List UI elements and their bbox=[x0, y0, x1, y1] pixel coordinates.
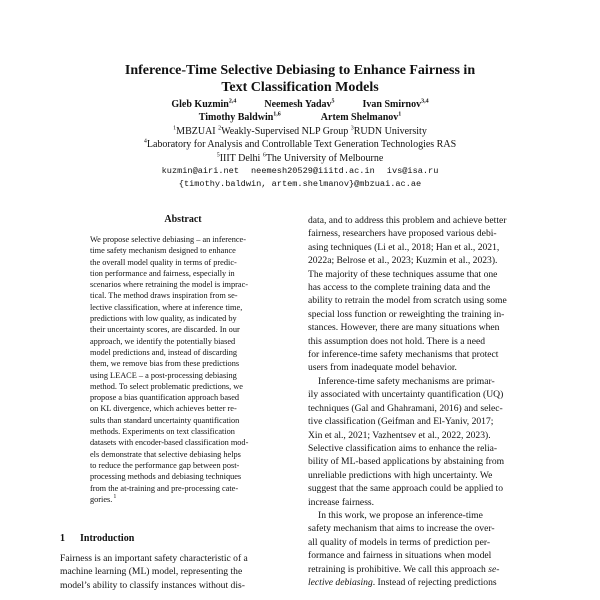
text-line: tical. The method draws inspiration from se- bbox=[90, 291, 238, 301]
emphasis: se- bbox=[488, 563, 500, 575]
paper-title bbox=[60, 62, 540, 96]
affiliation: Laboratory for Analysis and Controllable Text Generation Technologies RAS bbox=[146, 139, 457, 151]
text-line: model predictions and, instead of discarding bbox=[90, 347, 238, 357]
text-line: to reduce the performance gap between post- bbox=[90, 460, 240, 470]
text-line: processing methods and debiasing techniques bbox=[90, 472, 242, 482]
email-link[interactable]: kuzmin@airi.net bbox=[161, 166, 239, 177]
text-line: users from inadequate model behavior. bbox=[308, 362, 457, 374]
email-line-1 bbox=[60, 165, 540, 178]
affiliation-line-3 bbox=[60, 152, 540, 165]
author-sup: 2,4 bbox=[228, 98, 237, 105]
author-name: Timothy Baldwin bbox=[198, 112, 274, 124]
email-link[interactable]: {timothy.baldwin, artem.shelmanov}@mbzuai.ac.ae bbox=[178, 179, 422, 190]
text-line: machine learning (ML) model, representing the bbox=[60, 566, 243, 578]
text-line: tive classification (Geifman and El-Yaniv, 2017; bbox=[308, 416, 494, 428]
author-name: Ivan Smirnov bbox=[362, 99, 422, 110]
text-line: time safety mechanism designed to enhance bbox=[90, 246, 236, 256]
footnote-mark[interactable]: 1 bbox=[113, 494, 117, 501]
text-line: 2022a; Belrose et al., 2023; Kuzmin et al., 2023). bbox=[308, 255, 498, 267]
text-line: methods. Experiments on text classification bbox=[90, 427, 235, 437]
text-line: for inference-time safety mechanisms that protect bbox=[308, 349, 499, 361]
text-line: ability to retrain the model from scratch using some bbox=[308, 295, 507, 307]
text-line: their uncertainty scores, are discarded. In our bbox=[90, 325, 240, 335]
text-line: tion performance and fairness, especially in bbox=[90, 268, 235, 278]
text-line: The majority of these techniques assume that one bbox=[308, 268, 498, 280]
abstract-body bbox=[90, 234, 276, 505]
text-line: Xin et al., 2021; Vazhentsev et al., 2022, 2023). bbox=[308, 429, 491, 441]
title-line-2: Text Classification Models bbox=[221, 80, 379, 95]
text-line: the overall model quality in terms of predic- bbox=[90, 257, 237, 267]
affiliation: MBZUAI bbox=[176, 125, 216, 137]
intro-text bbox=[60, 552, 283, 592]
text-line: techniques (Gal and Ghahramani, 2016) and selec- bbox=[308, 402, 503, 414]
text-line: all quality of models in terms of prediction per- bbox=[308, 536, 491, 548]
text-line: fairness, researchers have proposed various debi- bbox=[308, 228, 497, 240]
text-line: stances. However, there are many situations when bbox=[308, 322, 500, 334]
text-line: approach, we identify the potentially biased bbox=[90, 336, 236, 346]
text-line: In this work, we propose an inference-time bbox=[318, 509, 483, 521]
email-line-2 bbox=[60, 178, 540, 191]
affiliation-line-2 bbox=[60, 138, 540, 151]
text-line: model’s ability to classify instances without dis- bbox=[60, 579, 245, 591]
affiliation-sup: 1 bbox=[173, 125, 177, 132]
author-block bbox=[60, 98, 540, 192]
author-sup: 5 bbox=[331, 98, 335, 105]
text-line: has access to the complete training data and the bbox=[308, 282, 491, 294]
text-line: Selective classification aims to enhance the relia- bbox=[308, 442, 498, 454]
text-span: . Instead of rejecting predictions bbox=[372, 576, 497, 588]
affiliation-sup: 3 bbox=[350, 125, 354, 132]
affiliation: IIIT Delhi bbox=[219, 152, 261, 164]
text-line: special loss function or reweighting the training in- bbox=[308, 308, 505, 320]
affiliation-sup: 4 bbox=[143, 138, 147, 145]
text-line: increase fairness. bbox=[308, 496, 375, 508]
section-title: Introduction bbox=[80, 533, 135, 544]
text-line: Inference-time safety mechanisms are primar- bbox=[318, 375, 495, 387]
text-line: lective classification, where at inference time, bbox=[90, 302, 243, 312]
text-line: datasets with encoder-based classification mod- bbox=[90, 438, 249, 448]
text-line bbox=[308, 576, 540, 589]
affiliation-sup: 5 bbox=[216, 152, 220, 159]
text-line: els demonstrate that selective debiasing helps bbox=[90, 449, 241, 459]
text-line: Fairness is an important safety characteristic of a bbox=[60, 553, 248, 564]
email-link[interactable]: neemesh20529@iiitd.ac.in bbox=[251, 166, 375, 177]
abstract-heading: Abstract bbox=[164, 214, 202, 225]
section-number: 1 bbox=[60, 533, 65, 544]
author-name: Artem Shelmanov bbox=[320, 112, 399, 124]
text-line: from the at-training and pre-processing cate- bbox=[90, 483, 239, 493]
affiliation: RUDN University bbox=[353, 125, 427, 137]
author-sup: 1 bbox=[398, 112, 402, 119]
affiliation-sup: 2 bbox=[218, 125, 222, 132]
text-line: formance and fairness in situations when model bbox=[308, 550, 492, 562]
author-sup: 3,4 bbox=[421, 98, 429, 105]
author-name: Neemesh Yadav bbox=[264, 99, 332, 110]
email-link[interactable]: ivs@isa.ru bbox=[386, 166, 439, 177]
text-line: propose a bias quantification approach based bbox=[90, 393, 240, 403]
text-line: using LEACE – a post-processing debiasing bbox=[90, 370, 237, 380]
text-line: them, we remove bias from these predictions bbox=[90, 359, 240, 369]
affiliation-sup: 6 bbox=[262, 152, 266, 159]
text-line: safety mechanism that aims to increase the over- bbox=[308, 523, 495, 535]
author-sup: 1,6 bbox=[273, 112, 281, 119]
text-line: data, and to address this problem and achieve better bbox=[308, 215, 507, 226]
emphasis: lective debiasing bbox=[308, 576, 373, 588]
text-line: ily associated with uncertainty quantification (UQ) bbox=[308, 389, 504, 401]
text-line: asing techniques (Li et al., 2018; Han et al., 2021, bbox=[308, 241, 500, 253]
text-line: unreliable predictions with high uncertainty. We bbox=[308, 469, 493, 481]
text-line: gories. bbox=[90, 494, 113, 504]
text-line: method. To select problematic predictions, we bbox=[90, 381, 243, 391]
text-line: sults than standard uncertainty quantification bbox=[90, 415, 240, 425]
text-line: on KL divergence, which achieves better re- bbox=[90, 404, 237, 414]
text-line: this assumption does not hold. There is a need bbox=[308, 335, 486, 347]
author-name: Gleb Kuzmin bbox=[171, 99, 229, 110]
text-line: bility of ML-based applications by abstaining from bbox=[308, 456, 505, 468]
text-line: We propose selective debiasing – an inference- bbox=[90, 235, 246, 244]
affiliation-line-1 bbox=[60, 125, 540, 138]
text-line bbox=[308, 563, 540, 576]
affiliation: Weakly-Supervised NLP Group bbox=[221, 125, 349, 137]
title-line-1: Inference-Time Selective Debiasing to Enhance Fairness in bbox=[124, 63, 476, 78]
text-span: retraining is prohibitive. We call this approach bbox=[308, 563, 489, 575]
right-column-text bbox=[308, 214, 540, 589]
text-line: predictions with low quality, as indicated by bbox=[90, 314, 237, 324]
section-heading bbox=[60, 533, 134, 544]
authors-line-1 bbox=[60, 98, 540, 111]
text-line: scenarios where retraining the model is imprac- bbox=[90, 280, 249, 290]
affiliation: The University of Melbourne bbox=[265, 152, 384, 164]
text-line: suggest that the same approach could be applied to bbox=[308, 483, 504, 495]
authors-line-2 bbox=[60, 111, 540, 124]
